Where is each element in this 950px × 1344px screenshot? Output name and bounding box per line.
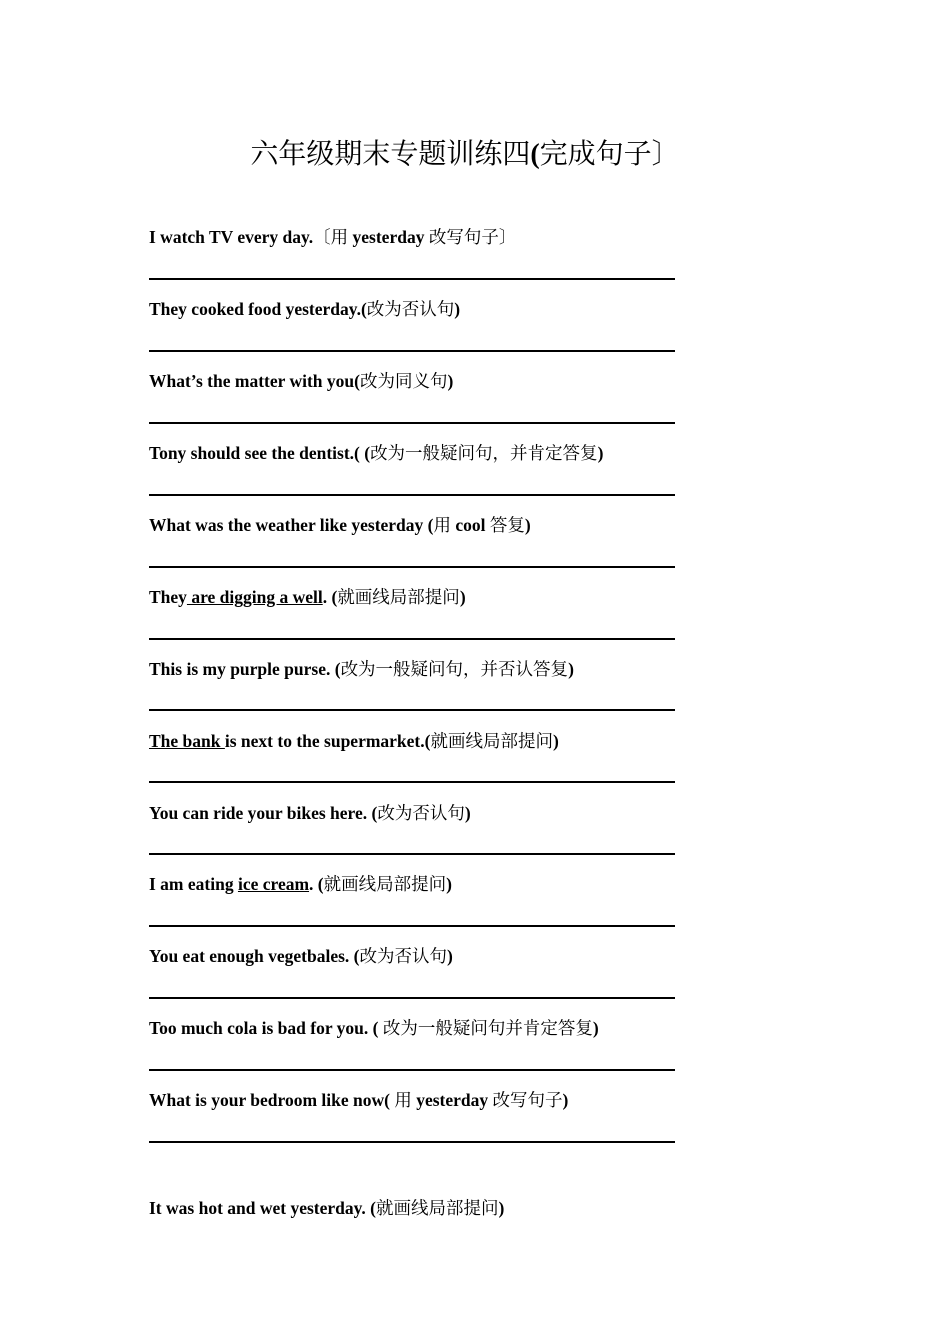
sentence-text: yesterday bbox=[416, 1090, 489, 1110]
answer-line[interactable] bbox=[149, 494, 675, 496]
sentence-text: It was hot and wet yesterday. ( bbox=[149, 1198, 377, 1218]
answer-line[interactable] bbox=[149, 422, 675, 424]
answer-line[interactable] bbox=[149, 1069, 675, 1071]
answer-line[interactable] bbox=[149, 278, 675, 280]
sentence-text: This is my purple purse. ( bbox=[149, 659, 341, 679]
sentence-text: ) bbox=[447, 371, 454, 391]
instruction-text: 改写句子〕 bbox=[424, 227, 517, 247]
answer-line[interactable] bbox=[149, 925, 675, 927]
sentence-text: You can ride your bikes here. ( bbox=[149, 803, 378, 823]
instruction-text: 用 bbox=[433, 515, 456, 535]
sentence-text: Tony should see the dentist.( ( bbox=[149, 443, 371, 463]
exercise-sentence bbox=[149, 873, 689, 895]
title-text: 六年级期末专题训练四 bbox=[250, 139, 531, 170]
exercise-sentence bbox=[149, 1017, 689, 1039]
exercise-sentence bbox=[149, 730, 689, 752]
sentence-text: ) bbox=[459, 587, 466, 607]
exercise-sentence bbox=[149, 442, 689, 464]
instruction-text: 改为否认句 bbox=[377, 803, 465, 823]
exercise-sentence bbox=[149, 370, 689, 392]
answer-line[interactable] bbox=[149, 1141, 675, 1143]
sentence-text: They cooked food yesterday.( bbox=[149, 299, 367, 319]
sentence-text: yesterday bbox=[352, 227, 425, 247]
instruction-text: 改为否认句 bbox=[359, 946, 447, 966]
underlined-phrase: are digging a well bbox=[186, 587, 323, 607]
instruction-text: 就画线局部提问 bbox=[323, 874, 447, 894]
sentence-text: What was the weather like yesterday ( bbox=[149, 515, 434, 535]
sentence-text: I watch TV every day. bbox=[149, 227, 314, 247]
sentence-text: What is your bedroom like now( bbox=[149, 1090, 395, 1110]
answer-line[interactable] bbox=[149, 566, 675, 568]
title-paren: ( bbox=[530, 139, 540, 170]
sentence-text: . ( bbox=[322, 587, 338, 607]
sentence-text: ) bbox=[524, 515, 531, 535]
exercise-sentence bbox=[149, 802, 689, 824]
answer-line[interactable] bbox=[149, 709, 675, 711]
instruction-text: 〔用 bbox=[313, 227, 353, 247]
instruction-text: 改为一般疑问句，并否认答复 bbox=[340, 659, 569, 679]
instruction-text: 就画线局部提问 bbox=[430, 731, 553, 751]
sentence-text: ) bbox=[454, 299, 461, 319]
sentence-text: ) bbox=[498, 1198, 505, 1218]
sentence-text: What’s the matter with you( bbox=[149, 371, 360, 391]
instruction-text: 答复 bbox=[485, 515, 525, 535]
sentence-text: I am eating bbox=[149, 874, 238, 894]
instruction-text: 改为一般疑问句并肯定答复 bbox=[382, 1018, 593, 1038]
exercise-sentence bbox=[149, 586, 689, 608]
answer-line[interactable] bbox=[149, 638, 675, 640]
answer-line[interactable] bbox=[149, 781, 675, 783]
sentence-text: Too much cola is bad for you. ( bbox=[149, 1018, 383, 1038]
sentence-text: ) bbox=[568, 659, 574, 679]
sentence-text: ) bbox=[552, 731, 559, 751]
sentence-text: ) bbox=[562, 1090, 569, 1110]
answer-line[interactable] bbox=[149, 853, 675, 855]
underlined-phrase: ice cream bbox=[237, 874, 310, 894]
exercise-sentence bbox=[149, 1089, 689, 1111]
instruction-text: 就画线局部提问 bbox=[337, 587, 460, 607]
title-text-suffix: 完成句子〕 bbox=[539, 139, 680, 170]
sentence-text: ) bbox=[592, 1018, 599, 1038]
exercise-sentence bbox=[149, 945, 689, 967]
sentence-text: ) bbox=[446, 874, 452, 894]
page-title bbox=[0, 132, 930, 172]
exercise-sentence bbox=[149, 298, 689, 320]
exercise-sentence bbox=[149, 226, 689, 248]
instruction-text: 改为否认句 bbox=[366, 299, 455, 319]
exercise-sentence bbox=[149, 658, 689, 680]
instruction-text: 改为同义句 bbox=[359, 371, 448, 391]
answer-line[interactable] bbox=[149, 350, 675, 352]
sentence-text: is next to the supermarket.( bbox=[224, 731, 431, 751]
instruction-text: 改为一般疑问句，并肯定答复 bbox=[370, 443, 598, 463]
sentence-text: You eat enough vegetbales. ( bbox=[149, 946, 360, 966]
instruction-text: 用 bbox=[394, 1090, 417, 1110]
sentence-text: cool bbox=[455, 515, 486, 535]
instruction-text: 改写句子 bbox=[488, 1090, 563, 1110]
underlined-phrase: The bank bbox=[149, 731, 225, 751]
sentence-text: ) bbox=[597, 443, 604, 463]
instruction-text: 就画线局部提问 bbox=[376, 1198, 499, 1218]
exercise-sentence bbox=[149, 514, 689, 536]
answer-line[interactable] bbox=[149, 997, 675, 999]
sentence-text: ) bbox=[446, 946, 453, 966]
sentence-text: ) bbox=[464, 803, 471, 823]
exercise-sentence bbox=[149, 1197, 689, 1219]
sentence-text: . ( bbox=[309, 874, 324, 894]
sentence-text: They bbox=[149, 587, 187, 607]
